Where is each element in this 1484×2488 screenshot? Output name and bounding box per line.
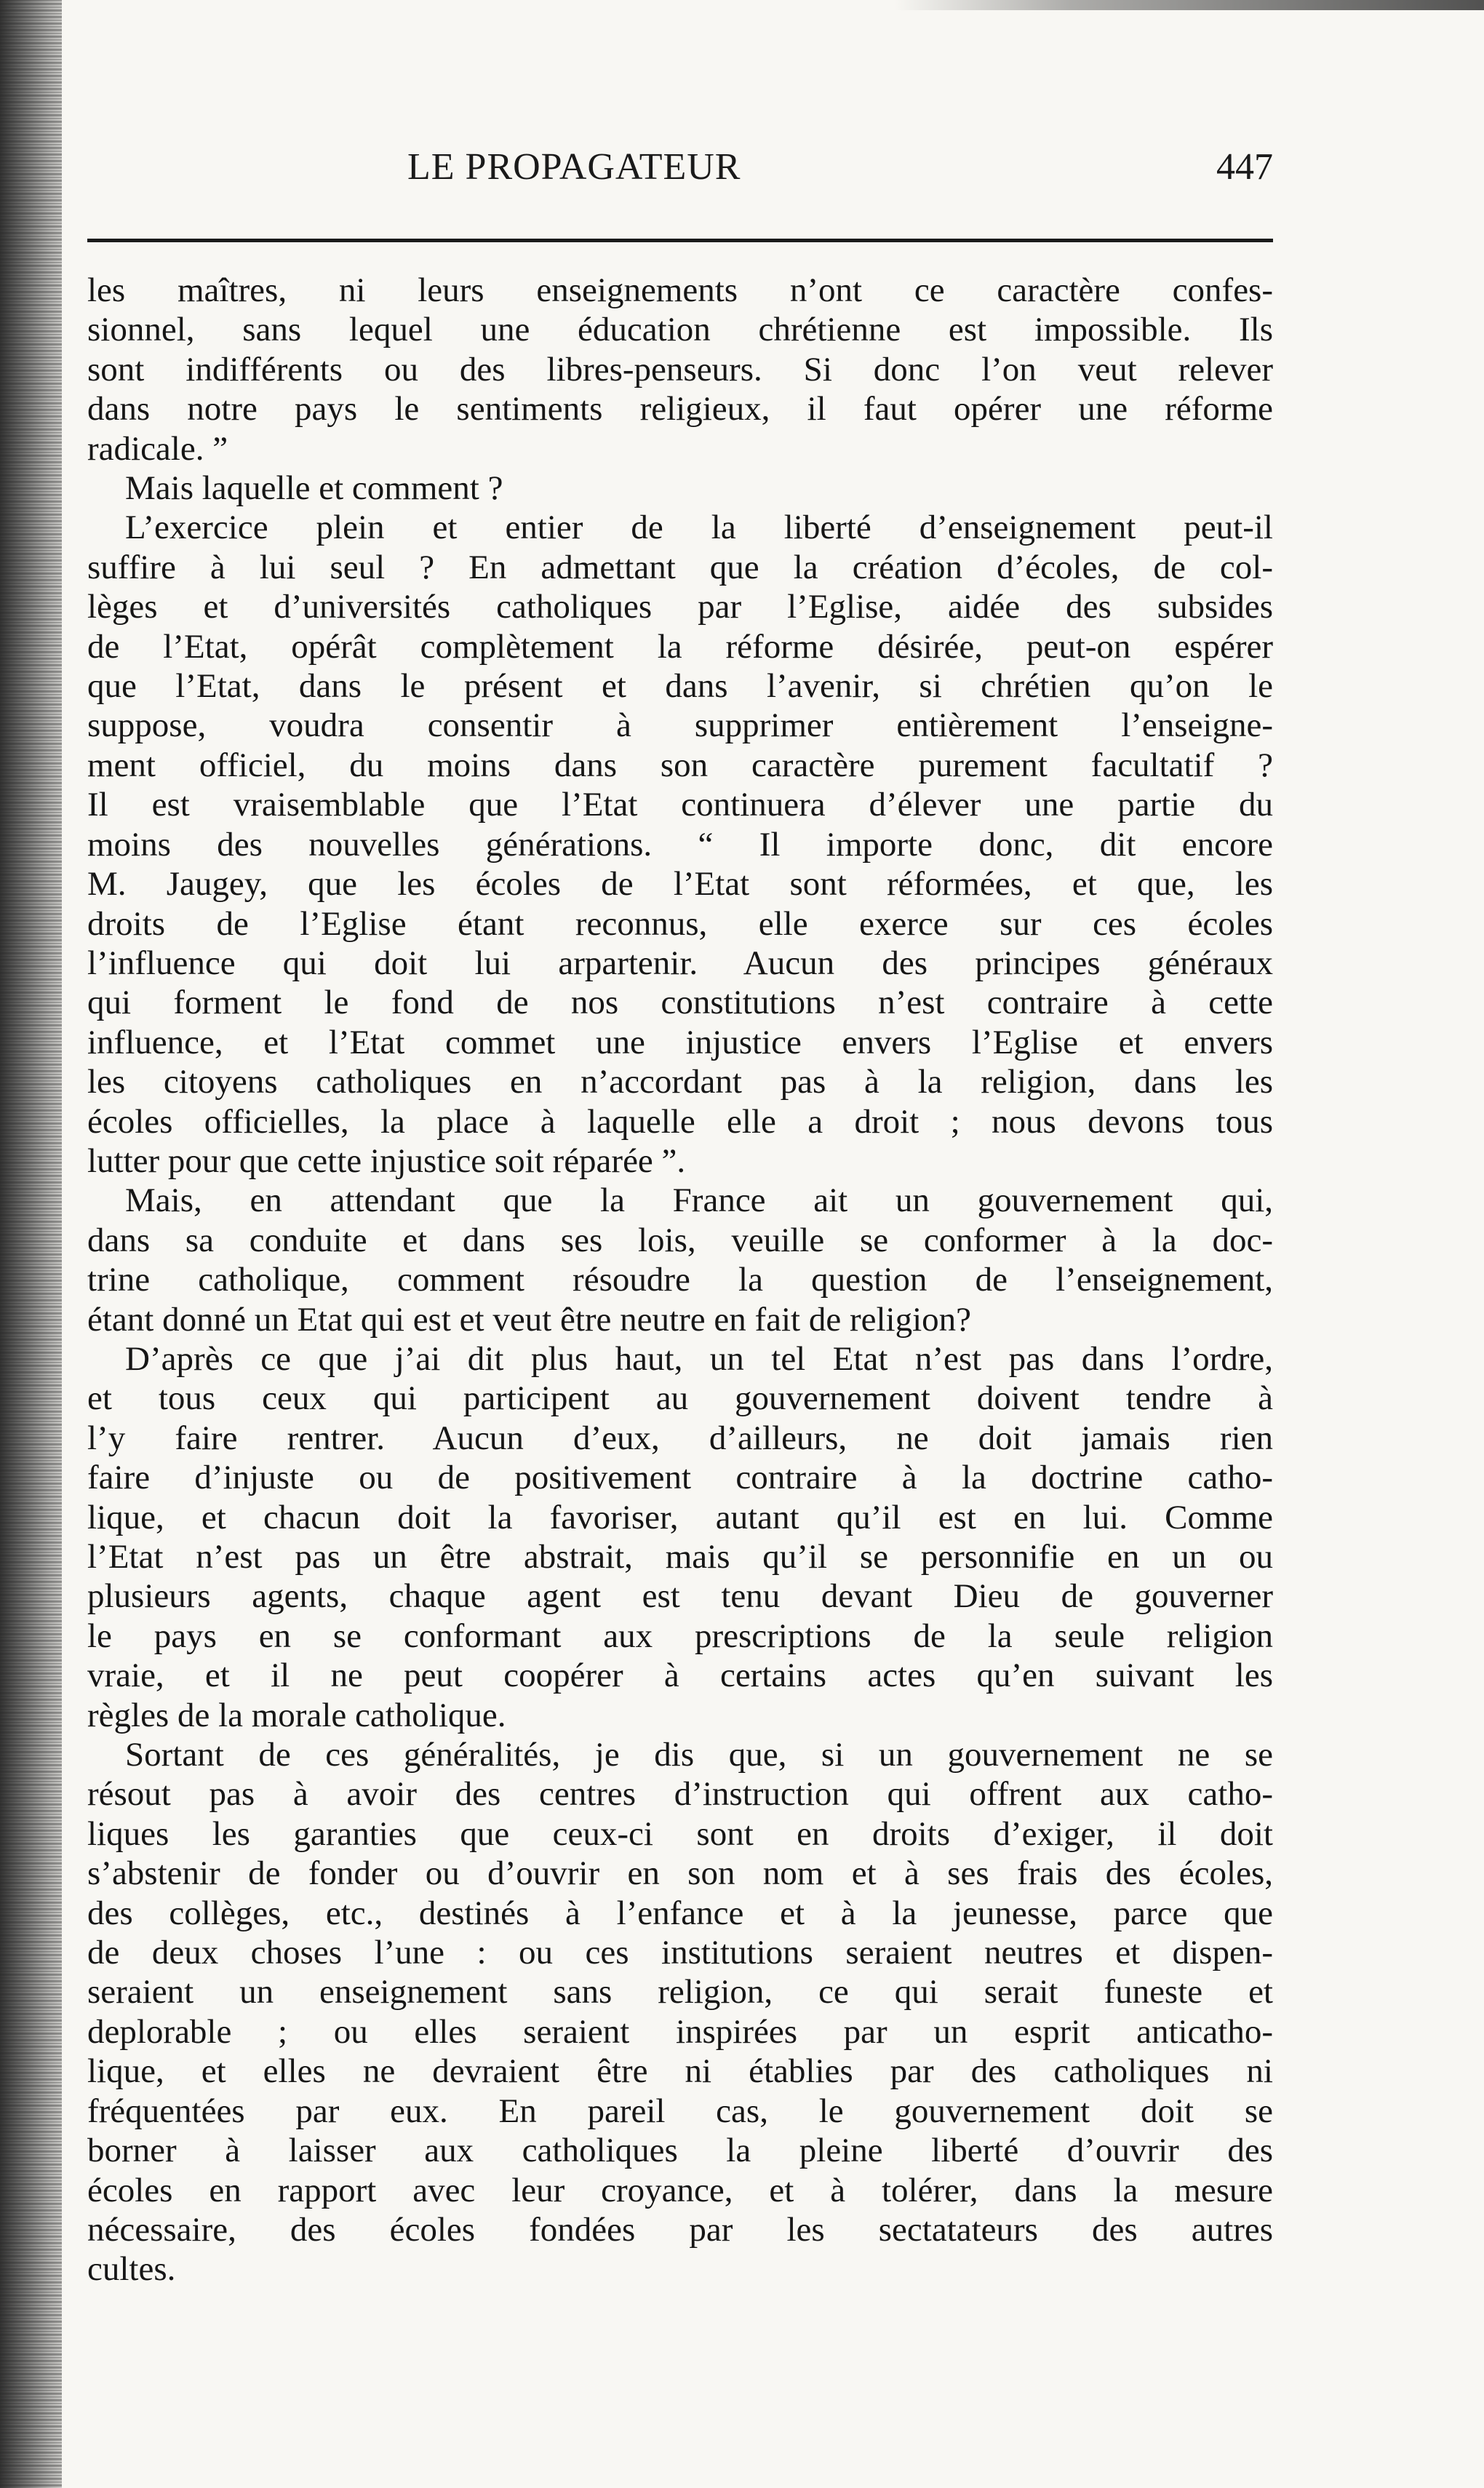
- text-line: cultes.: [87, 2250, 176, 2289]
- text-line: les maîtres, ni leurs enseignements n’ont ce caractère confes-: [87, 271, 1273, 309]
- text-line: plusieurs agents, chaque agent est tenu devant Dieu de gouverner: [87, 1577, 1273, 1616]
- text-line: de l’Etat, opérât complètement la réforme désirée, peut-on espérer: [87, 627, 1273, 666]
- text-line: dans notre pays le sentiments religieux, il faut opérer une réforme: [87, 390, 1273, 428]
- text-line: moins des nouvelles générations. “ Il importe donc, dit encore: [87, 825, 1273, 864]
- body-text: [87, 271, 1273, 2289]
- text-line: trine catholique, comment résoudre la question de l’enseignement,: [87, 1261, 1273, 1299]
- text-line: suffire à lui seul ? En admettant que la création d’écoles, de col-: [87, 548, 1273, 586]
- text-line: Il est vraisemblable que l’Etat continuera d’élever une partie du: [87, 786, 1273, 824]
- text-line: ment officiel, du moins dans son caractère purement facultatif ?: [87, 746, 1273, 784]
- text-line: Sortant de ces généralités, je dis que, si un gouvernement ne se: [125, 1736, 1273, 1774]
- text-line: les citoyens catholiques en n’accordant pas à la religion, dans les: [87, 1063, 1273, 1101]
- text-line: D’après ce que j’ai dit plus haut, un tel Etat n’est pas dans l’ordre,: [125, 1339, 1273, 1378]
- text-line: lutter pour que cette injustice soit réparée ”.: [87, 1141, 686, 1180]
- text-line: que l’Etat, dans le présent et dans l’avenir, si chrétien qu’on le: [87, 667, 1273, 706]
- text-line: influence, et l’Etat commet une injustice envers l’Eglise et envers: [87, 1023, 1273, 1061]
- text-line: nécessaire, des écoles fondées par les sectatateurs des autres: [87, 2210, 1273, 2249]
- text-line: sionnel, sans lequel une éducation chrétienne est impossible. Ils: [87, 311, 1273, 349]
- text-line: vraie, et il ne peut coopérer à certains actes qu’en suivant les: [87, 1656, 1273, 1695]
- text-line: lique, et chacun doit la favoriser, autant qu’il est en lui. Comme: [87, 1498, 1273, 1536]
- text-line: l’y faire rentrer. Aucun d’eux, d’ailleurs, ne doit jamais rien: [87, 1419, 1273, 1457]
- text-line: Mais laquelle et comment ?: [125, 469, 503, 508]
- text-line: radicale. ”: [87, 429, 228, 468]
- text-line: M. Jaugey, que les écoles de l’Etat sont réformées, et que, les: [87, 865, 1273, 904]
- text-line: fréquentées par eux. En pareil cas, le gouvernement doit se: [87, 2092, 1273, 2130]
- text-line: écoles officielles, la place à laquelle elle a droit ; nous devons tous: [87, 1102, 1273, 1141]
- running-header: [87, 145, 1273, 204]
- page-binding-edge: [0, 0, 62, 2488]
- text-line: résout pas à avoir des centres d’instruction qui offrent aux catho-: [87, 1775, 1273, 1814]
- text-line: droits de l’Eglise étant reconnus, elle exerce sur ces écoles: [87, 904, 1273, 943]
- text-line: lèges et d’universités catholiques par l’Eglise, aidée des subsides: [87, 588, 1273, 626]
- text-line: étant donné un Etat qui est et veut être neutre en fait de religion?: [87, 1300, 972, 1339]
- text-line: le pays en se conformant aux prescriptions de la seule religion: [87, 1616, 1273, 1655]
- text-line: seraient un enseignement sans religion, ce qui serait funeste et: [87, 1973, 1273, 2011]
- text-line: suppose, voudra consentir à supprimer entièrement l’enseigne-: [87, 706, 1273, 745]
- text-line: sont indifférents ou des libres-penseurs. Si donc l’on veut relever: [87, 350, 1273, 388]
- text-line: faire d’injuste ou de positivement contraire à la doctrine catho-: [87, 1459, 1273, 1497]
- text-line: s’abstenir de fonder ou d’ouvrir en son nom et à ses frais des écoles,: [87, 1854, 1273, 1893]
- running-title: LE PROPAGATEUR: [407, 146, 741, 188]
- text-line: L’exercice plein et entier de la liberté d’enseignement peut-il: [125, 509, 1273, 547]
- header-rule: [87, 239, 1273, 242]
- text-line: écoles en rapport avec leur croyance, et à tolérer, dans la mesure: [87, 2171, 1273, 2209]
- text-line: de deux choses l’une : ou ces institutions seraient neutres et dispen-: [87, 1934, 1273, 1972]
- text-line: qui forment le fond de nos constitutions n’est contraire à cette: [87, 984, 1273, 1022]
- page-number: 447: [1216, 146, 1273, 188]
- text-line: liques les garanties que ceux-ci sont en droits d’exiger, il doit: [87, 1814, 1273, 1853]
- text-line: dans sa conduite et dans ses lois, veuille se conformer à la doc-: [87, 1221, 1273, 1259]
- scan-artifact-top: [895, 0, 1484, 10]
- text-line: Mais, en attendant que la France ait un gouvernement qui,: [125, 1181, 1273, 1220]
- text-line: des collèges, etc., destinés à l’enfance et à la jeunesse, parce que: [87, 1894, 1273, 1932]
- text-line: deplorable ; ou elles seraient inspirées par un esprit anticatho-: [87, 2012, 1273, 2051]
- text-line: borner à laisser aux catholiques la pleine liberté d’ouvrir des: [87, 2132, 1273, 2170]
- text-line: et tous ceux qui participent au gouvernement doivent tendre à: [87, 1379, 1273, 1418]
- text-line: lique, et elles ne devraient être ni établies par des catholiques ni: [87, 2052, 1273, 2091]
- text-line: l’influence qui doit lui arpartenir. Aucun des principes généraux: [87, 944, 1273, 982]
- text-line: règles de la morale catholique.: [87, 1696, 506, 1734]
- text-line: l’Etat n’est pas un être abstrait, mais qu’il se personnifie en un ou: [87, 1538, 1273, 1576]
